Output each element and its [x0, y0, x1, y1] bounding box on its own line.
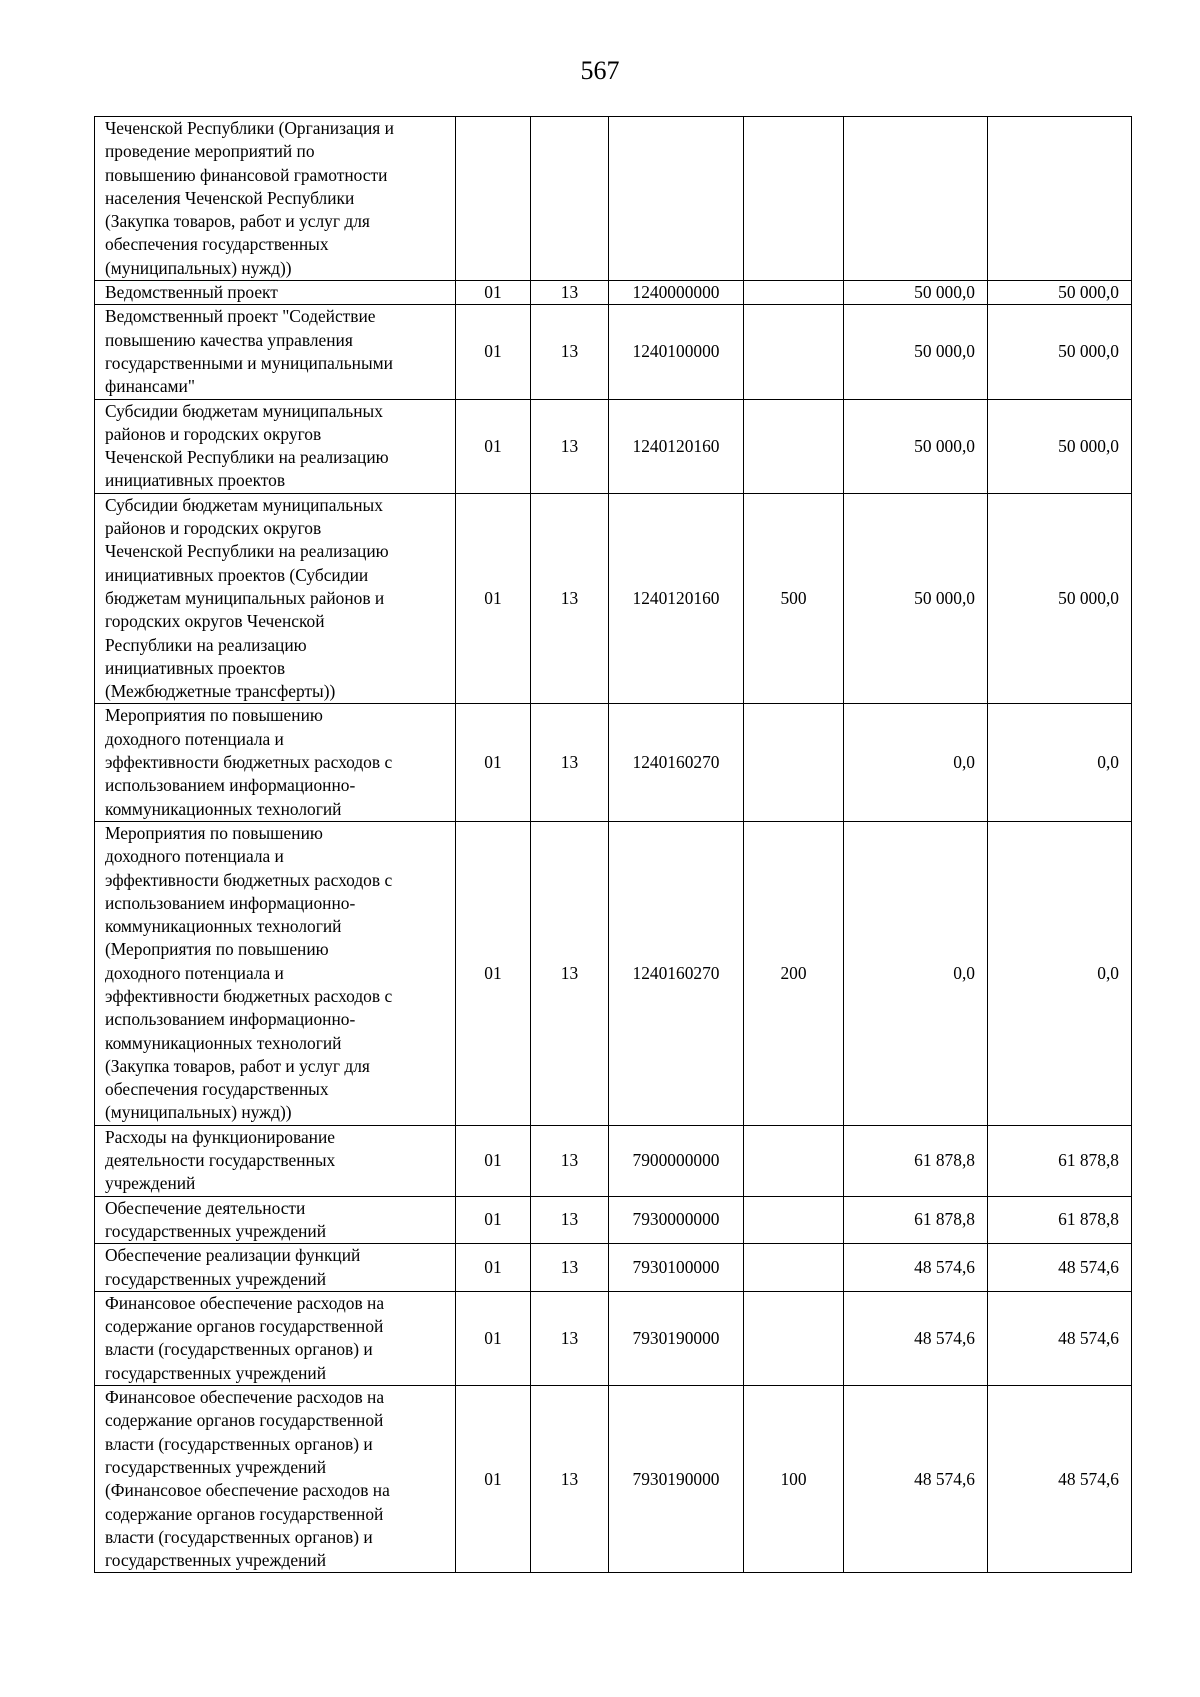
expense-type-code — [744, 1196, 844, 1244]
table-row — [95, 281, 1132, 305]
amount-1: 48 574,6 — [844, 1386, 988, 1573]
amount-2: 50 000,0 — [988, 281, 1132, 305]
table-row — [95, 1386, 1132, 1573]
expense-type-code — [744, 1244, 844, 1292]
target-article-code: 7900000000 — [609, 1125, 744, 1196]
expense-type-code — [744, 305, 844, 399]
section-code: 01 — [456, 493, 531, 704]
subsection-code — [531, 117, 609, 281]
subsection-code: 13 — [531, 821, 609, 1125]
expense-type-code — [744, 1291, 844, 1385]
expense-type-code — [744, 399, 844, 493]
subsection-code: 13 — [531, 1386, 609, 1573]
subsection-code: 13 — [531, 1291, 609, 1385]
target-article-code: 1240160270 — [609, 704, 744, 821]
section-code: 01 — [456, 821, 531, 1125]
row-name: Ведомственный проект "Содействие повышению качества управления государственными и муниципальными финансами" — [95, 305, 456, 399]
subsection-code: 13 — [531, 1196, 609, 1244]
amount-1 — [844, 117, 988, 281]
amount-1: 48 574,6 — [844, 1291, 988, 1385]
amount-1: 50 000,0 — [844, 281, 988, 305]
expense-type-code — [744, 704, 844, 821]
page-number: 567 — [580, 56, 620, 85]
amount-1: 48 574,6 — [844, 1244, 988, 1292]
section-code: 01 — [456, 1244, 531, 1292]
amount-1: 0,0 — [844, 821, 988, 1125]
row-name: Ведомственный проект — [95, 281, 456, 305]
subsection-code: 13 — [531, 281, 609, 305]
amount-2: 48 574,6 — [988, 1244, 1132, 1292]
amount-2: 61 878,8 — [988, 1125, 1132, 1196]
amount-1: 50 000,0 — [844, 493, 988, 704]
amount-2: 48 574,6 — [988, 1386, 1132, 1573]
target-article-code: 7930190000 — [609, 1386, 744, 1573]
table-row — [95, 1125, 1132, 1196]
expense-type-code — [744, 1125, 844, 1196]
amount-1: 0,0 — [844, 704, 988, 821]
section-code: 01 — [456, 281, 531, 305]
expense-type-code: 200 — [744, 821, 844, 1125]
amount-2 — [988, 117, 1132, 281]
table-row — [95, 1244, 1132, 1292]
budget-table — [94, 116, 1132, 1573]
row-name: Обеспечение реализации функций государственных учреждений — [95, 1244, 456, 1292]
section-code: 01 — [456, 1291, 531, 1385]
amount-2: 50 000,0 — [988, 305, 1132, 399]
section-code: 01 — [456, 305, 531, 399]
row-name: Субсидии бюджетам муниципальных районов и городских округов Чеченской Республики на реализацию инициативных проектов — [95, 399, 456, 493]
expense-type-code: 100 — [744, 1386, 844, 1573]
amount-1: 61 878,8 — [844, 1196, 988, 1244]
table-row — [95, 1196, 1132, 1244]
amount-2: 50 000,0 — [988, 399, 1132, 493]
table-row — [95, 821, 1132, 1125]
target-article-code: 1240160270 — [609, 821, 744, 1125]
section-code: 01 — [456, 704, 531, 821]
target-article-code: 1240120160 — [609, 399, 744, 493]
target-article-code — [609, 117, 744, 281]
target-article-code: 7930190000 — [609, 1291, 744, 1385]
row-name: Мероприятия по повышению доходного потенциала и эффективности бюджетных расходов с использованием информационно- коммуникационных технологий (Мероприятия по повышению доходного потенциала и эффективности бюджетных расходов с использованием информационно- коммуникационных технологий (Закупка товаров, работ и услуг для обеспечения государственных (муниципальных) нужд)) — [95, 821, 456, 1125]
subsection-code: 13 — [531, 1125, 609, 1196]
section-code: 01 — [456, 1125, 531, 1196]
expense-type-code: 500 — [744, 493, 844, 704]
amount-2: 0,0 — [988, 704, 1132, 821]
target-article-code: 1240100000 — [609, 305, 744, 399]
expense-type-code — [744, 281, 844, 305]
target-article-code: 7930000000 — [609, 1196, 744, 1244]
section-code: 01 — [456, 1196, 531, 1244]
row-name: Мероприятия по повышению доходного потенциала и эффективности бюджетных расходов с использованием информационно- коммуникационных технологий — [95, 704, 456, 821]
row-name: Финансовое обеспечение расходов на содержание органов государственной власти (государственных органов) и государственных учреждений (Финансовое обеспечение расходов на содержание органов государственной власти (государственных органов) и государственных учреждений — [95, 1386, 456, 1573]
subsection-code: 13 — [531, 704, 609, 821]
amount-1: 50 000,0 — [844, 305, 988, 399]
section-code — [456, 117, 531, 281]
target-article-code: 1240120160 — [609, 493, 744, 704]
row-name: Чеченской Республики (Организация и проведение мероприятий по повышению финансовой грамотности населения Чеченской Республики (Закупка товаров, работ и услуг для обеспечения государственных (муниципальных) нужд)) — [95, 117, 456, 281]
target-article-code: 1240000000 — [609, 281, 744, 305]
subsection-code: 13 — [531, 493, 609, 704]
table-row — [95, 117, 1132, 281]
amount-2: 0,0 — [988, 821, 1132, 1125]
amount-2: 50 000,0 — [988, 493, 1132, 704]
amount-1: 50 000,0 — [844, 399, 988, 493]
row-name: Финансовое обеспечение расходов на содержание органов государственной власти (государственных органов) и государственных учреждений — [95, 1291, 456, 1385]
table-row — [95, 493, 1132, 704]
table-row — [95, 305, 1132, 399]
table-row — [95, 704, 1132, 821]
row-name: Субсидии бюджетам муниципальных районов и городских округов Чеченской Республики на реализацию инициативных проектов (Субсидии бюджетам муниципальных районов и городских округов Чеченской Республики на реализацию инициативных проектов (Межбюджетные трансферты)) — [95, 493, 456, 704]
row-name: Обеспечение деятельности государственных учреждений — [95, 1196, 456, 1244]
amount-2: 61 878,8 — [988, 1196, 1132, 1244]
amount-1: 61 878,8 — [844, 1125, 988, 1196]
expense-type-code — [744, 117, 844, 281]
table-row — [95, 399, 1132, 493]
subsection-code: 13 — [531, 1244, 609, 1292]
row-name: Расходы на функционирование деятельности государственных учреждений — [95, 1125, 456, 1196]
section-code: 01 — [456, 1386, 531, 1573]
section-code: 01 — [456, 399, 531, 493]
table-row — [95, 1291, 1132, 1385]
amount-2: 48 574,6 — [988, 1291, 1132, 1385]
target-article-code: 7930100000 — [609, 1244, 744, 1292]
subsection-code: 13 — [531, 305, 609, 399]
subsection-code: 13 — [531, 399, 609, 493]
